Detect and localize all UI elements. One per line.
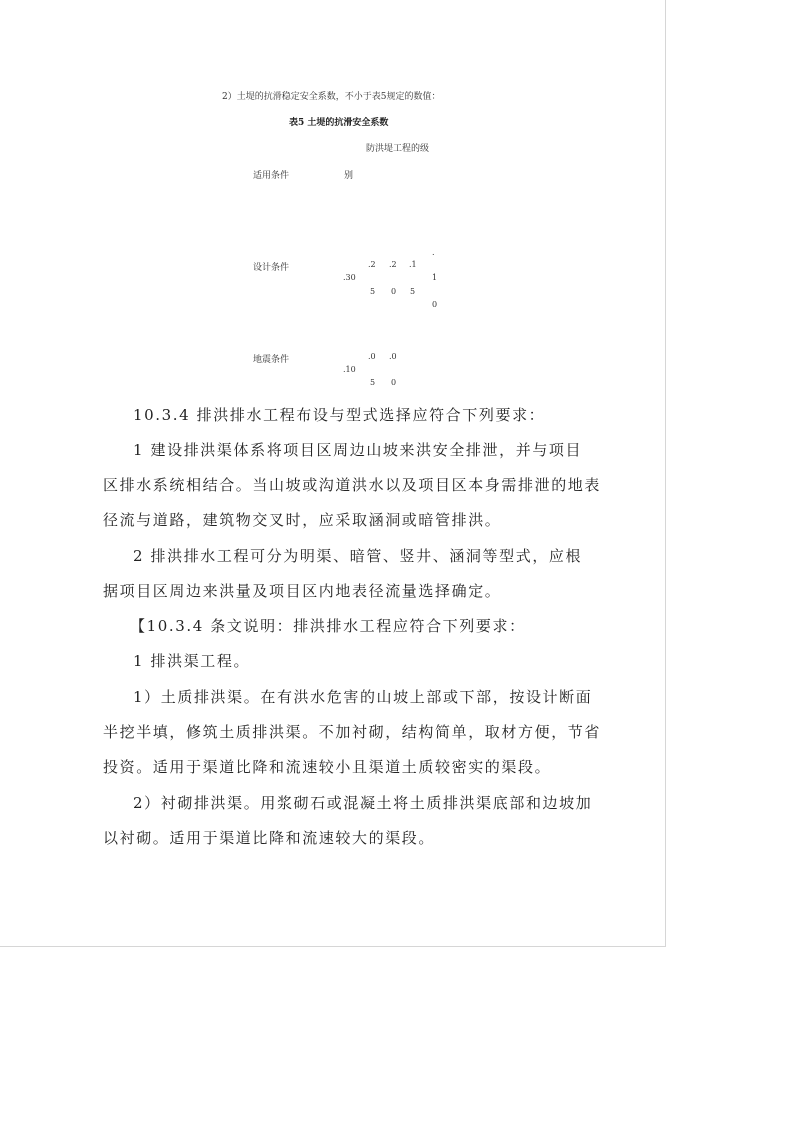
paragraph-line: 以衬砌。适用于渠道比降和流速较大的渠段。 [103, 829, 436, 847]
table-cell: .2 [368, 260, 376, 269]
table-cell: .10 [343, 365, 356, 374]
row-design-label: 设计条件 [253, 263, 290, 273]
paragraph-line: 1 建设排洪渠体系将项目区周边山坡来洪安全排泄，并与项目 [133, 441, 583, 459]
paragraph-line: 据项目区周边来洪量及项目区内地表径流量选择确定。 [103, 582, 502, 600]
section-heading: 10.3.4 排洪排水工程布设与型式选择应符合下列要求： [133, 406, 546, 424]
paragraph-line: 径流与道路，建筑物交叉时，应采取涵洞或暗管排洪。 [103, 511, 502, 529]
table-cell: 5 [370, 378, 376, 387]
table-header-group: 防洪堤工程的级 [366, 144, 430, 154]
table-cell: .30 [343, 273, 356, 282]
table-cell: 0 [391, 287, 397, 296]
paragraph-line: 2 排洪排水工程可分为明渠、暗管、竖井、涵洞等型式，应根 [133, 547, 583, 565]
table-cell: .2 [389, 260, 397, 269]
table-cell: 5 [410, 287, 416, 296]
table-cell: .0 [368, 352, 376, 361]
table-cell: . [432, 248, 435, 257]
table-cell: 0 [391, 378, 397, 387]
table-header-condition: 适用条件 [253, 171, 290, 181]
row-quake-label: 地震条件 [253, 355, 290, 365]
paragraph-line: 半挖半填，修筑土质排洪渠。不加衬砌，结构简单，取材方便，节省 [103, 723, 602, 741]
table-cell: .1 [409, 260, 417, 269]
table-title: 表5 土堤的抗滑安全系数 [289, 118, 389, 128]
paragraph-line: 区排水系统相结合。当山坡或沟道洪水以及项目区本身需排泄的地表 [103, 476, 602, 494]
list-item: 1 排洪渠工程。 [133, 652, 251, 670]
table-cell: .0 [389, 352, 397, 361]
intro-line: 2）土堤的抗滑稳定安全系数，不小于表5规定的数值： [222, 92, 441, 102]
paragraph-line: 投资。适用于渠道比降和流速较小且渠道土质较密实的渠段。 [103, 758, 552, 776]
explanation-heading: 【10.3.4 条文说明：排洪排水工程应符合下列要求： [130, 617, 526, 635]
table-header-grade: 别 [344, 171, 354, 181]
table-cell: 5 [370, 287, 376, 296]
table-cell: 0 [432, 300, 438, 309]
table-cell: 1 [432, 273, 438, 282]
paragraph-line: 2）衬砌排洪渠。用浆砌石或混凝土将土质排洪渠底部和边坡加 [133, 794, 593, 812]
paragraph-line: 1）土质排洪渠。在有洪水危害的山坡上部或下部，按设计断面 [133, 688, 593, 706]
